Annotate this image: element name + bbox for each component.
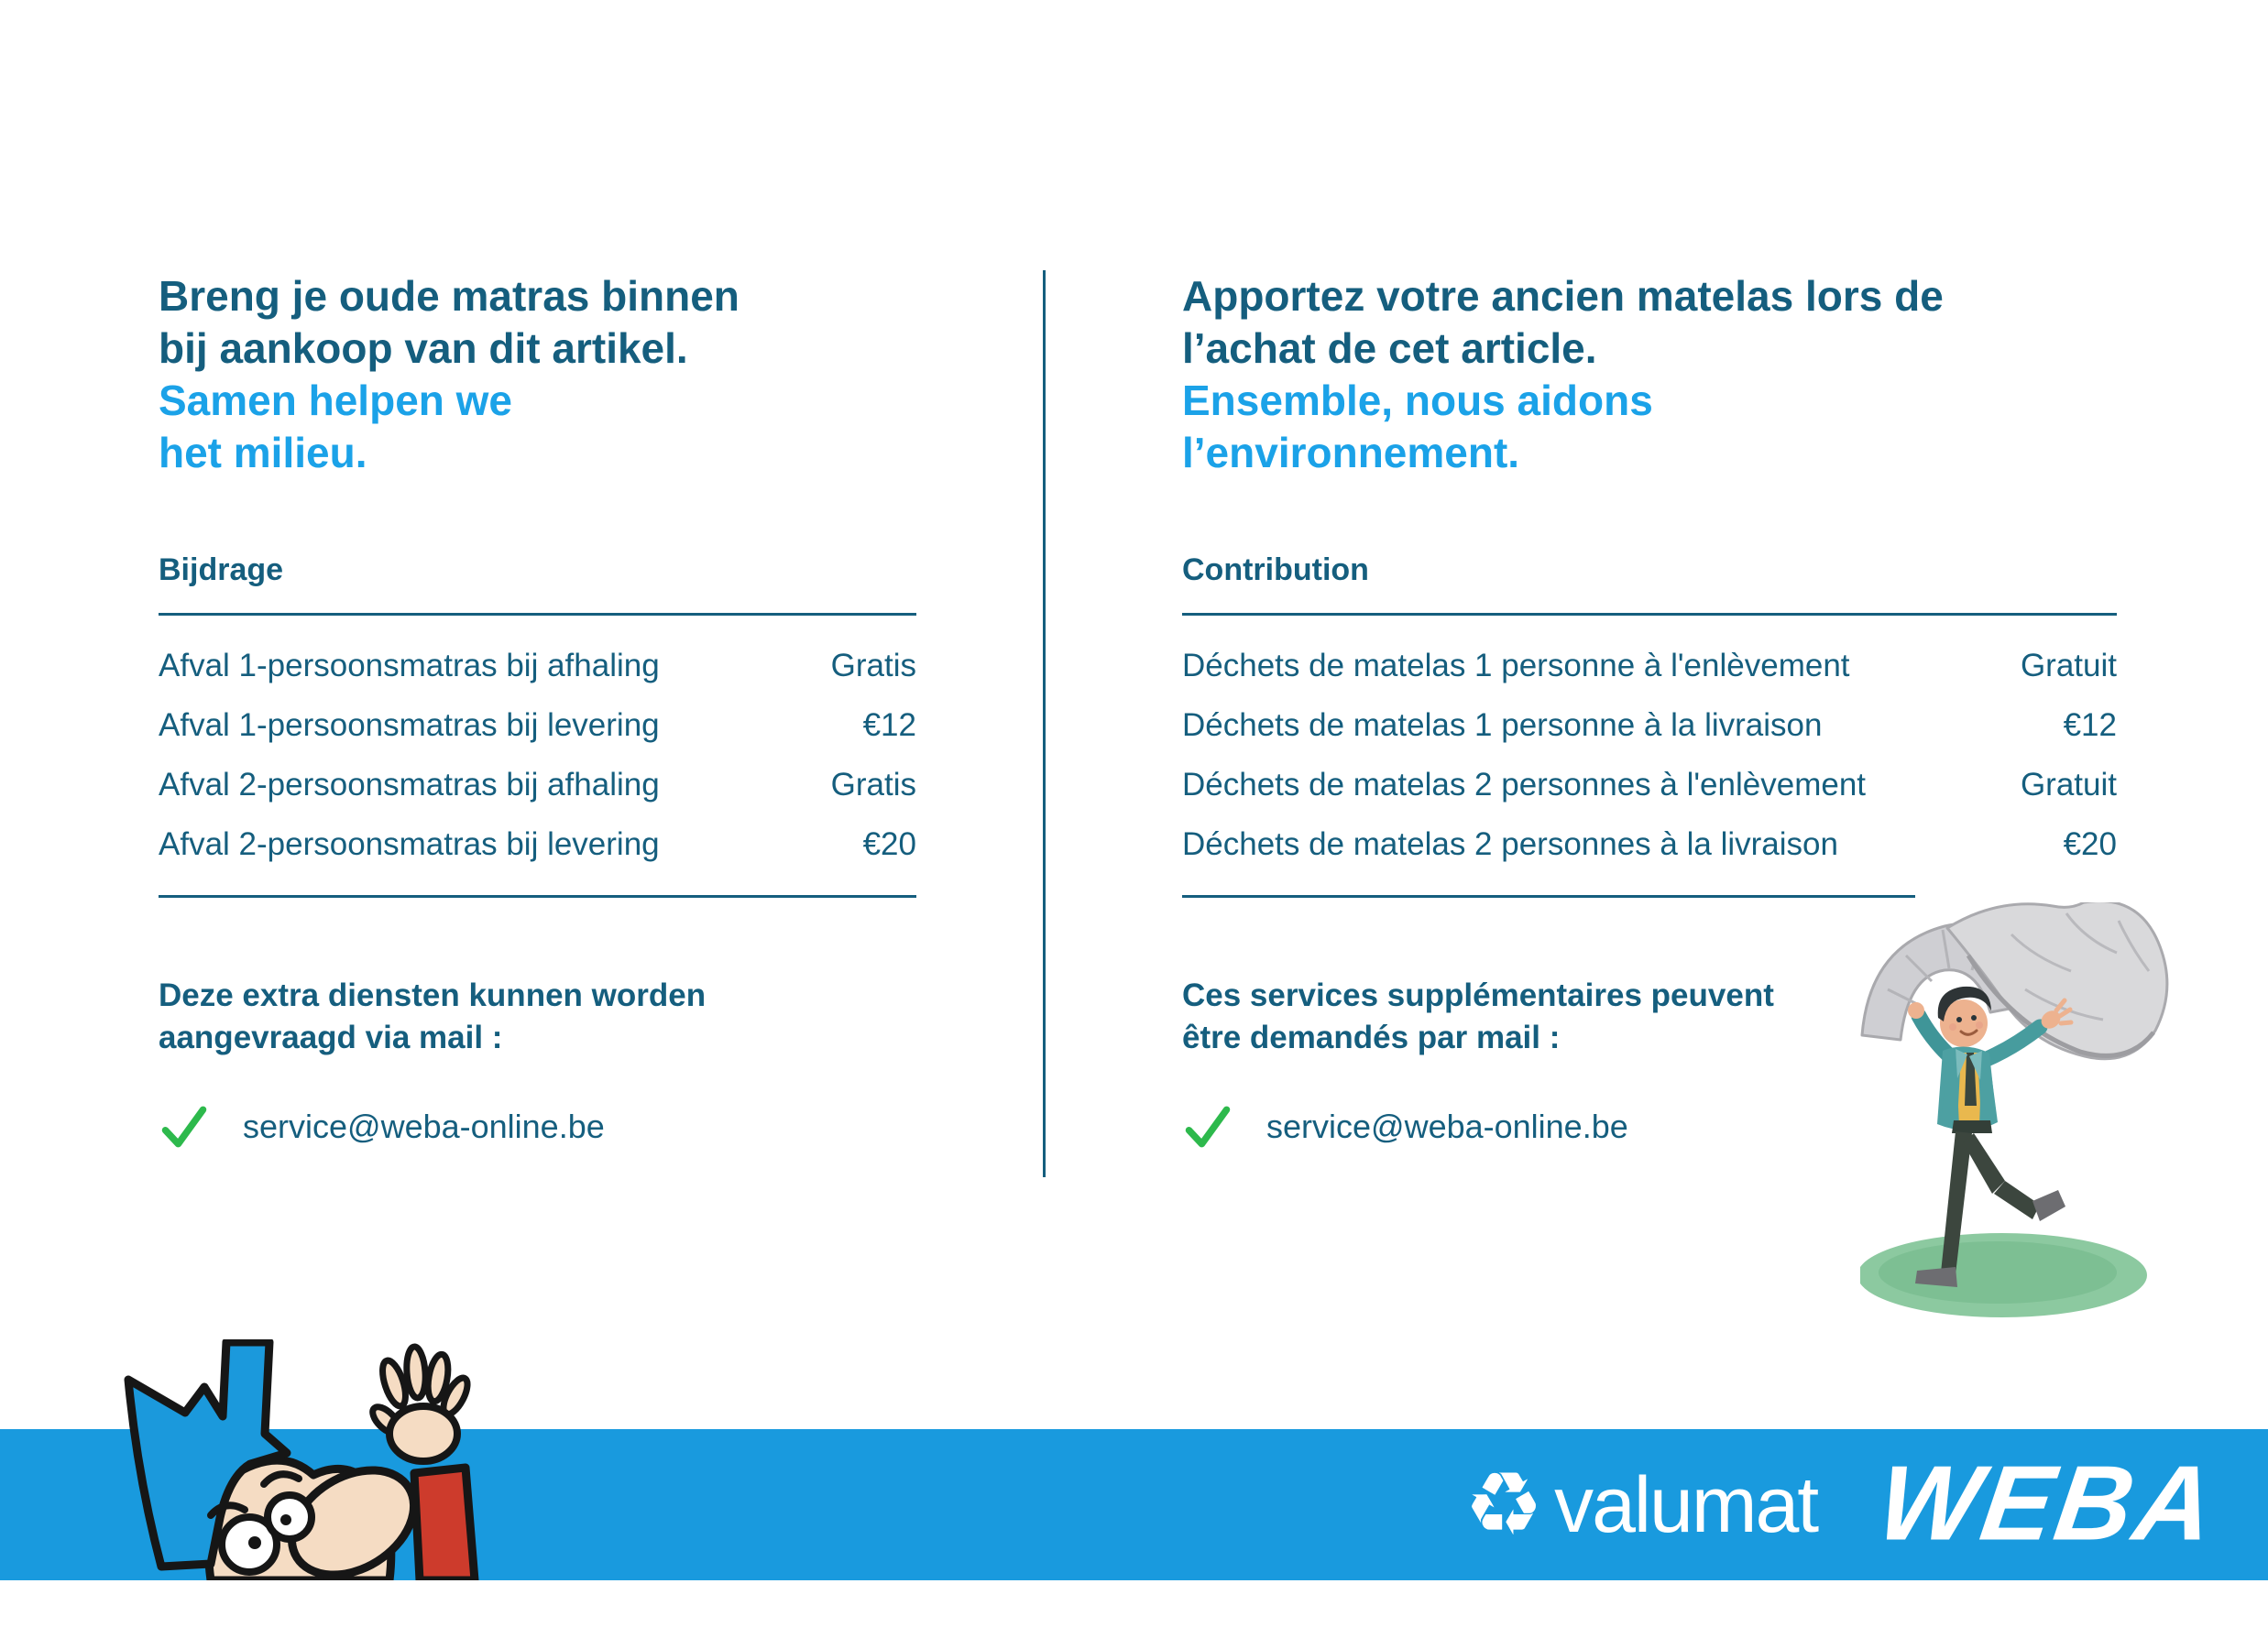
table-row: [159, 814, 916, 874]
row-value: €20: [862, 826, 916, 862]
table-row: [1182, 636, 2117, 695]
row-label: Afval 1-persoonsmatras bij levering: [159, 707, 660, 743]
horizontal-rule: [159, 895, 916, 898]
table-row: [159, 636, 916, 695]
arm-right: [1985, 1027, 2040, 1060]
waist: [1952, 1120, 1992, 1133]
note-line: Deze extra diensten kunnen worden: [159, 977, 707, 1013]
row-label: Déchets de matelas 2 personnes à l'enlèvement: [1182, 767, 1867, 803]
row-value: Gratuit: [2020, 648, 2117, 683]
column-divider: [1043, 270, 1046, 1177]
note-line: Ces services supplémentaires peuvent: [1182, 977, 1774, 1013]
note-line: être demandés par mail :: [1182, 1020, 1561, 1055]
bent-thigh: [1963, 1133, 2005, 1194]
service-email[interactable]: service@weba-online.be: [1266, 1108, 1628, 1145]
heading-line-accent: Samen helpen we: [159, 377, 513, 424]
checkmark-icon: [1182, 1101, 1233, 1152]
row-value: €12: [2063, 707, 2117, 743]
service-email[interactable]: service@weba-online.be: [243, 1108, 605, 1145]
price-table-fr: [1182, 636, 2117, 874]
table-row: [1182, 695, 2117, 755]
mail-note-nl: [159, 975, 916, 1059]
row-value: €12: [862, 707, 916, 743]
heading-line: Breng je oude matras binnen: [159, 272, 740, 320]
row-label: Afval 1-persoonsmatras bij afhaling: [159, 648, 660, 683]
dutch-heading: [159, 270, 916, 479]
row-label: Déchets de matelas 2 personnes à la livraison: [1182, 826, 1838, 862]
checkmark-icon: [159, 1101, 210, 1152]
row-value: Gratis: [830, 767, 916, 803]
heading-line: Apportez votre ancien matelas lors de: [1182, 272, 1944, 320]
table-row: [159, 695, 916, 755]
heading-line-accent: l’environnement.: [1182, 429, 1520, 476]
valumat-wordmark: valumat: [1554, 1460, 1818, 1549]
recycle-icon: ♻: [1464, 1455, 1544, 1554]
red-sleeve: [414, 1468, 475, 1580]
note-line: aangevraagd via mail :: [159, 1020, 503, 1055]
french-heading: [1182, 270, 2117, 479]
mattress-carrier-illustration: [1860, 902, 2268, 1338]
table-row: [1182, 755, 2117, 814]
row-value: Gratis: [830, 648, 916, 683]
horizontal-rule: [1182, 895, 1915, 898]
heading-line-accent: Ensemble, nous aidons: [1182, 377, 1653, 424]
waving-mascot-illustration: [73, 1339, 531, 1580]
heading-line: bij aankoop van dit artikel.: [159, 324, 688, 372]
valumat-logo: [1464, 1455, 1818, 1554]
heading-line-accent: het milieu.: [159, 429, 367, 476]
heading-line: l’achat de cet article.: [1182, 324, 1597, 372]
weba-logo: WEBA: [1870, 1443, 2224, 1563]
row-label: Afval 2-persoonsmatras bij levering: [159, 826, 660, 862]
row-label: Afval 2-persoonsmatras bij afhaling: [159, 767, 660, 803]
horizontal-rule: [159, 613, 916, 616]
finger: [405, 1346, 427, 1398]
price-table-nl: [159, 636, 916, 874]
horizontal-rule: [1182, 613, 2117, 616]
table-row: [159, 755, 916, 814]
table-row: [1182, 814, 2117, 874]
contribution-label-fr: Contribution: [1182, 552, 1369, 587]
palm: [389, 1406, 457, 1461]
row-label: Déchets de matelas 1 personne à l'enlèvement: [1182, 648, 1850, 683]
email-row-nl: [159, 1101, 916, 1152]
row-value: €20: [2063, 826, 2117, 862]
contribution-label-nl: Bijdrage: [159, 552, 284, 587]
bent-calf: [1994, 1181, 2040, 1219]
shoe: [2032, 1190, 2065, 1221]
row-value: Gratuit: [2020, 767, 2117, 803]
dutch-column: [159, 270, 916, 1152]
row-label: Déchets de matelas 1 personne à la livraison: [1182, 707, 1823, 743]
